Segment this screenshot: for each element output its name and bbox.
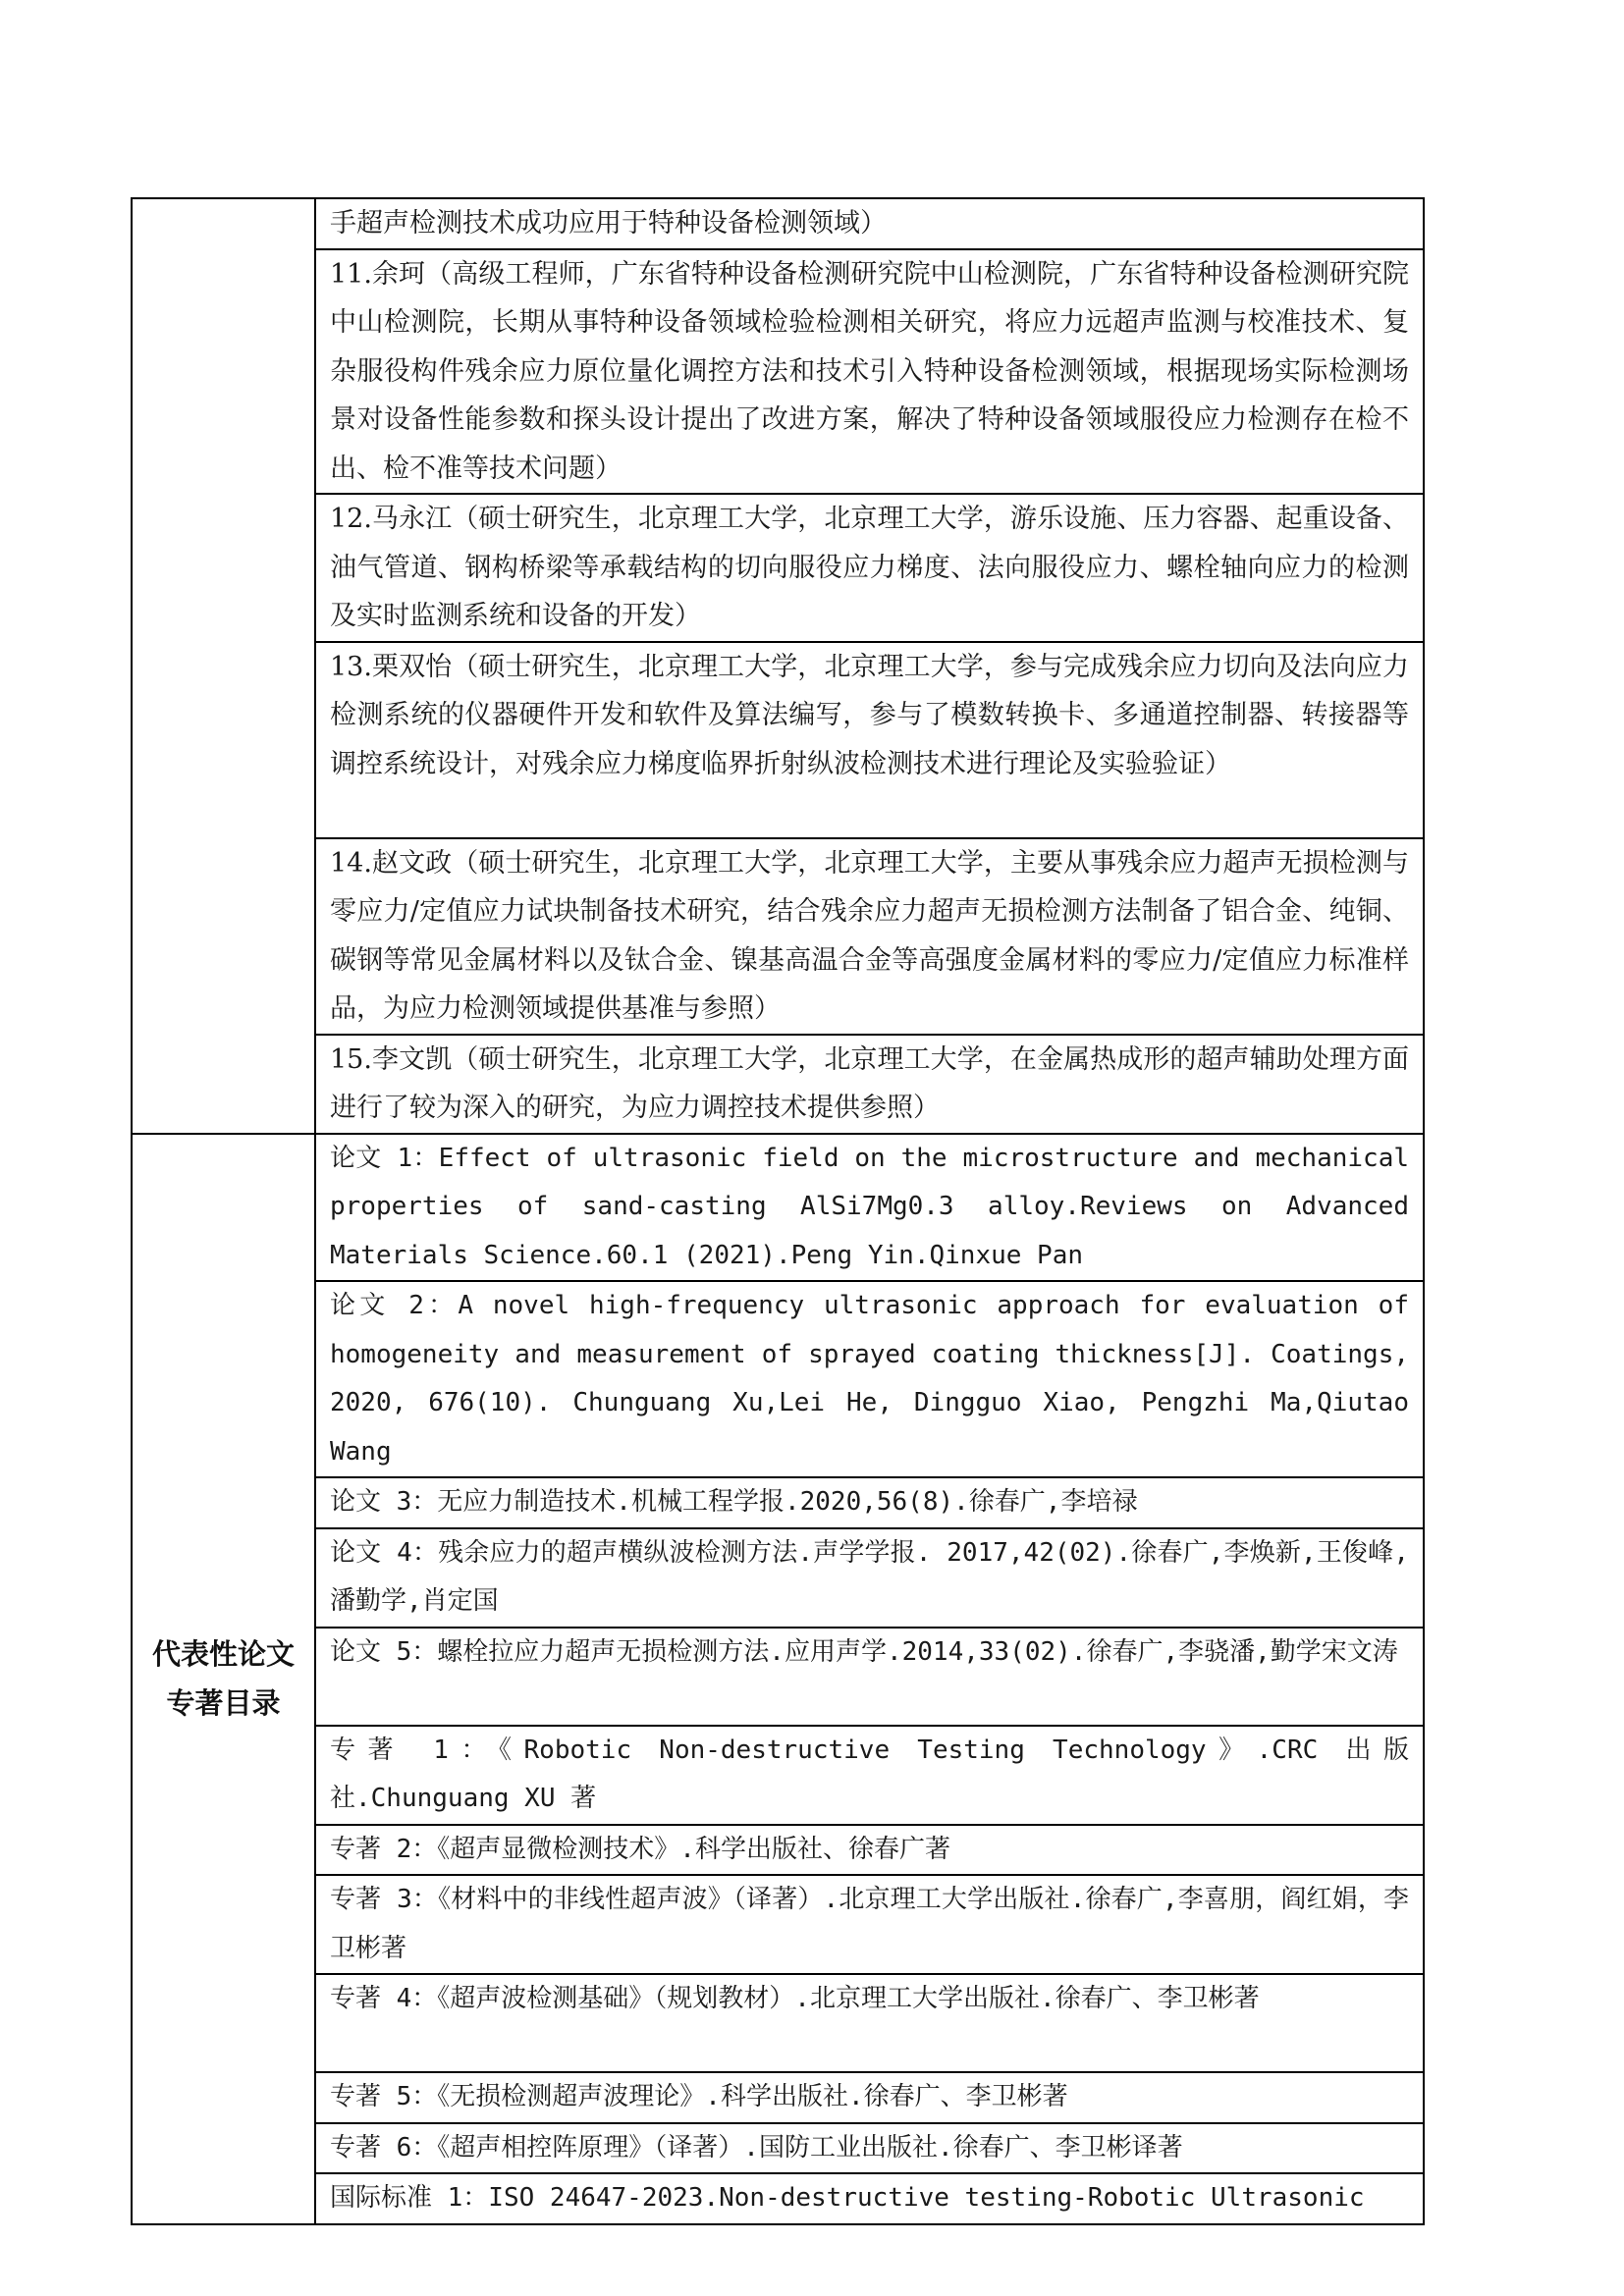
member-continuation-text: 手超声检测技术成功应用于特种设备检测领域）: [315, 198, 1424, 249]
member-row: [132, 642, 1424, 838]
publications-label-line1: 代表性论文: [151, 1637, 295, 1671]
publication-row: [132, 2123, 1424, 2174]
member-entry: 15.李文凯（硕士研究生，北京理工大学，北京理工大学，在金属热成形的超声辅助处理方面进行了较为深入的研究，为应力调控技术提供参照）: [315, 1035, 1424, 1134]
members-label-cell: [132, 198, 315, 1134]
member-row: [132, 249, 1424, 495]
publication-entry: 论文 3：无应力制造技术.机械工程学报.2020,56(8).徐春广,李培禄: [315, 1477, 1424, 1528]
member-row: [132, 1035, 1424, 1134]
member-row: [132, 494, 1424, 642]
member-entry: 12.马永江（硕士研究生，北京理工大学，北京理工大学，游乐设施、压力容器、起重设备、油气管道、钢构桥梁等承载结构的切向服役应力梯度、法向服役应力、螺栓轴向应力的检测及实时监测系统和设备的开发）: [315, 494, 1424, 642]
publication-row: [132, 1825, 1424, 1876]
publication-entry: 专著 4：《超声波检测基础》（规划教材）.北京理工大学出版社.徐春广、李卫彬著: [315, 1974, 1424, 2072]
publication-row: [132, 1726, 1424, 1825]
publication-row: [132, 1528, 1424, 1628]
publication-row: [132, 1875, 1424, 1974]
publication-row: [132, 1477, 1424, 1528]
publication-entry: 国际标准 1：ISO 24647-2023.Non-destructive testing-Robotic Ultrasonic: [315, 2173, 1424, 2224]
publication-entry: 论文 1：Effect of ultrasonic field on the microstructure and mechanical properties of sand-casting AlSi7Mg0.3 alloy.Reviews on Advanced Materials Science.60.1 (2021).Peng Yin.Qinxue Pan: [315, 1134, 1424, 1282]
application-form-table: [131, 197, 1425, 2225]
publication-entry: 专著 6：《超声相控阵原理》（译著）.国防工业出版社.徐春广、李卫彬译著: [315, 2123, 1424, 2174]
publication-row: [132, 2173, 1424, 2224]
publications-label-cell: [132, 1134, 315, 2224]
member-entry: 11.余珂（高级工程师，广东省特种设备检测研究院中山检测院，广东省特种设备检测研究院中山检测院，长期从事特种设备领域检验检测相关研究，将应力远超声监测与校准技术、复杂服役构件残余应力原位量化调控方法和技术引入特种设备检测领域，根据现场实际检测场景对设备性能参数和探头设计提出了改进方案，解决了特种设备领域服役应力检测存在检不出、检不准等技术问题）: [315, 249, 1424, 495]
publication-row: [132, 1974, 1424, 2072]
member-row: [132, 838, 1424, 1035]
publication-row: [132, 1628, 1424, 1726]
publication-entry: 专著 2：《超声显微检测技术》.科学出版社、徐春广著: [315, 1825, 1424, 1876]
publication-entry: 论文 5：螺栓拉应力超声无损检测方法.应用声学.2014,33(02).徐春广,李骁潘,勤学宋文涛: [315, 1628, 1424, 1726]
publication-entry: 专著 5：《无损检测超声波理论》.科学出版社.徐春广、李卫彬著: [315, 2072, 1424, 2123]
publication-row: [132, 2072, 1424, 2123]
member-row: [132, 198, 1424, 249]
publications-label-line2: 专著目录: [166, 1686, 281, 1720]
member-entry: 13.栗双怡（硕士研究生，北京理工大学，北京理工大学，参与完成残余应力切向及法向应力检测系统的仪器硬件开发和软件及算法编写，参与了模数转换卡、多通道控制器、转接器等调控系统设计，对残余应力梯度临界折射纵波检测技术进行理论及实验验证）: [315, 642, 1424, 838]
member-entry: 14.赵文政（硕士研究生，北京理工大学，北京理工大学，主要从事残余应力超声无损检测与零应力/定值应力试块制备技术研究，结合残余应力超声无损检测方法制备了铝合金、纯铜、碳钢等常见金属材料以及钛合金、镍基高温合金等高强度金属材料的零应力/定值应力标准样品，为应力检测领域提供基准与参照）: [315, 838, 1424, 1035]
publication-entry: 专著 3：《材料中的非线性超声波》（译著）.北京理工大学出版社.徐春广,李喜朋，阎红娟，李卫彬著: [315, 1875, 1424, 1974]
publication-entry: 论文 4：残余应力的超声横纵波检测方法.声学学报. 2017,42(02).徐春广,李焕新,王俊峰,潘勤学,肖定国: [315, 1528, 1424, 1628]
publication-entry: 论文 2：A novel high-frequency ultrasonic approach for evaluation of homogeneity and measurement of sprayed coating thickness[J]. Coatings, 2020, 676(10). Chunguang Xu,Lei He, Dingguo Xiao, Pengzhi Ma,Qiutao Wang: [315, 1281, 1424, 1477]
publication-row: [132, 1281, 1424, 1477]
publication-row: [132, 1134, 1424, 1282]
publication-entry: 专著 1：《Robotic Non-destructive Testing Technology》.CRC 出版社.Chunguang XU 著: [315, 1726, 1424, 1825]
